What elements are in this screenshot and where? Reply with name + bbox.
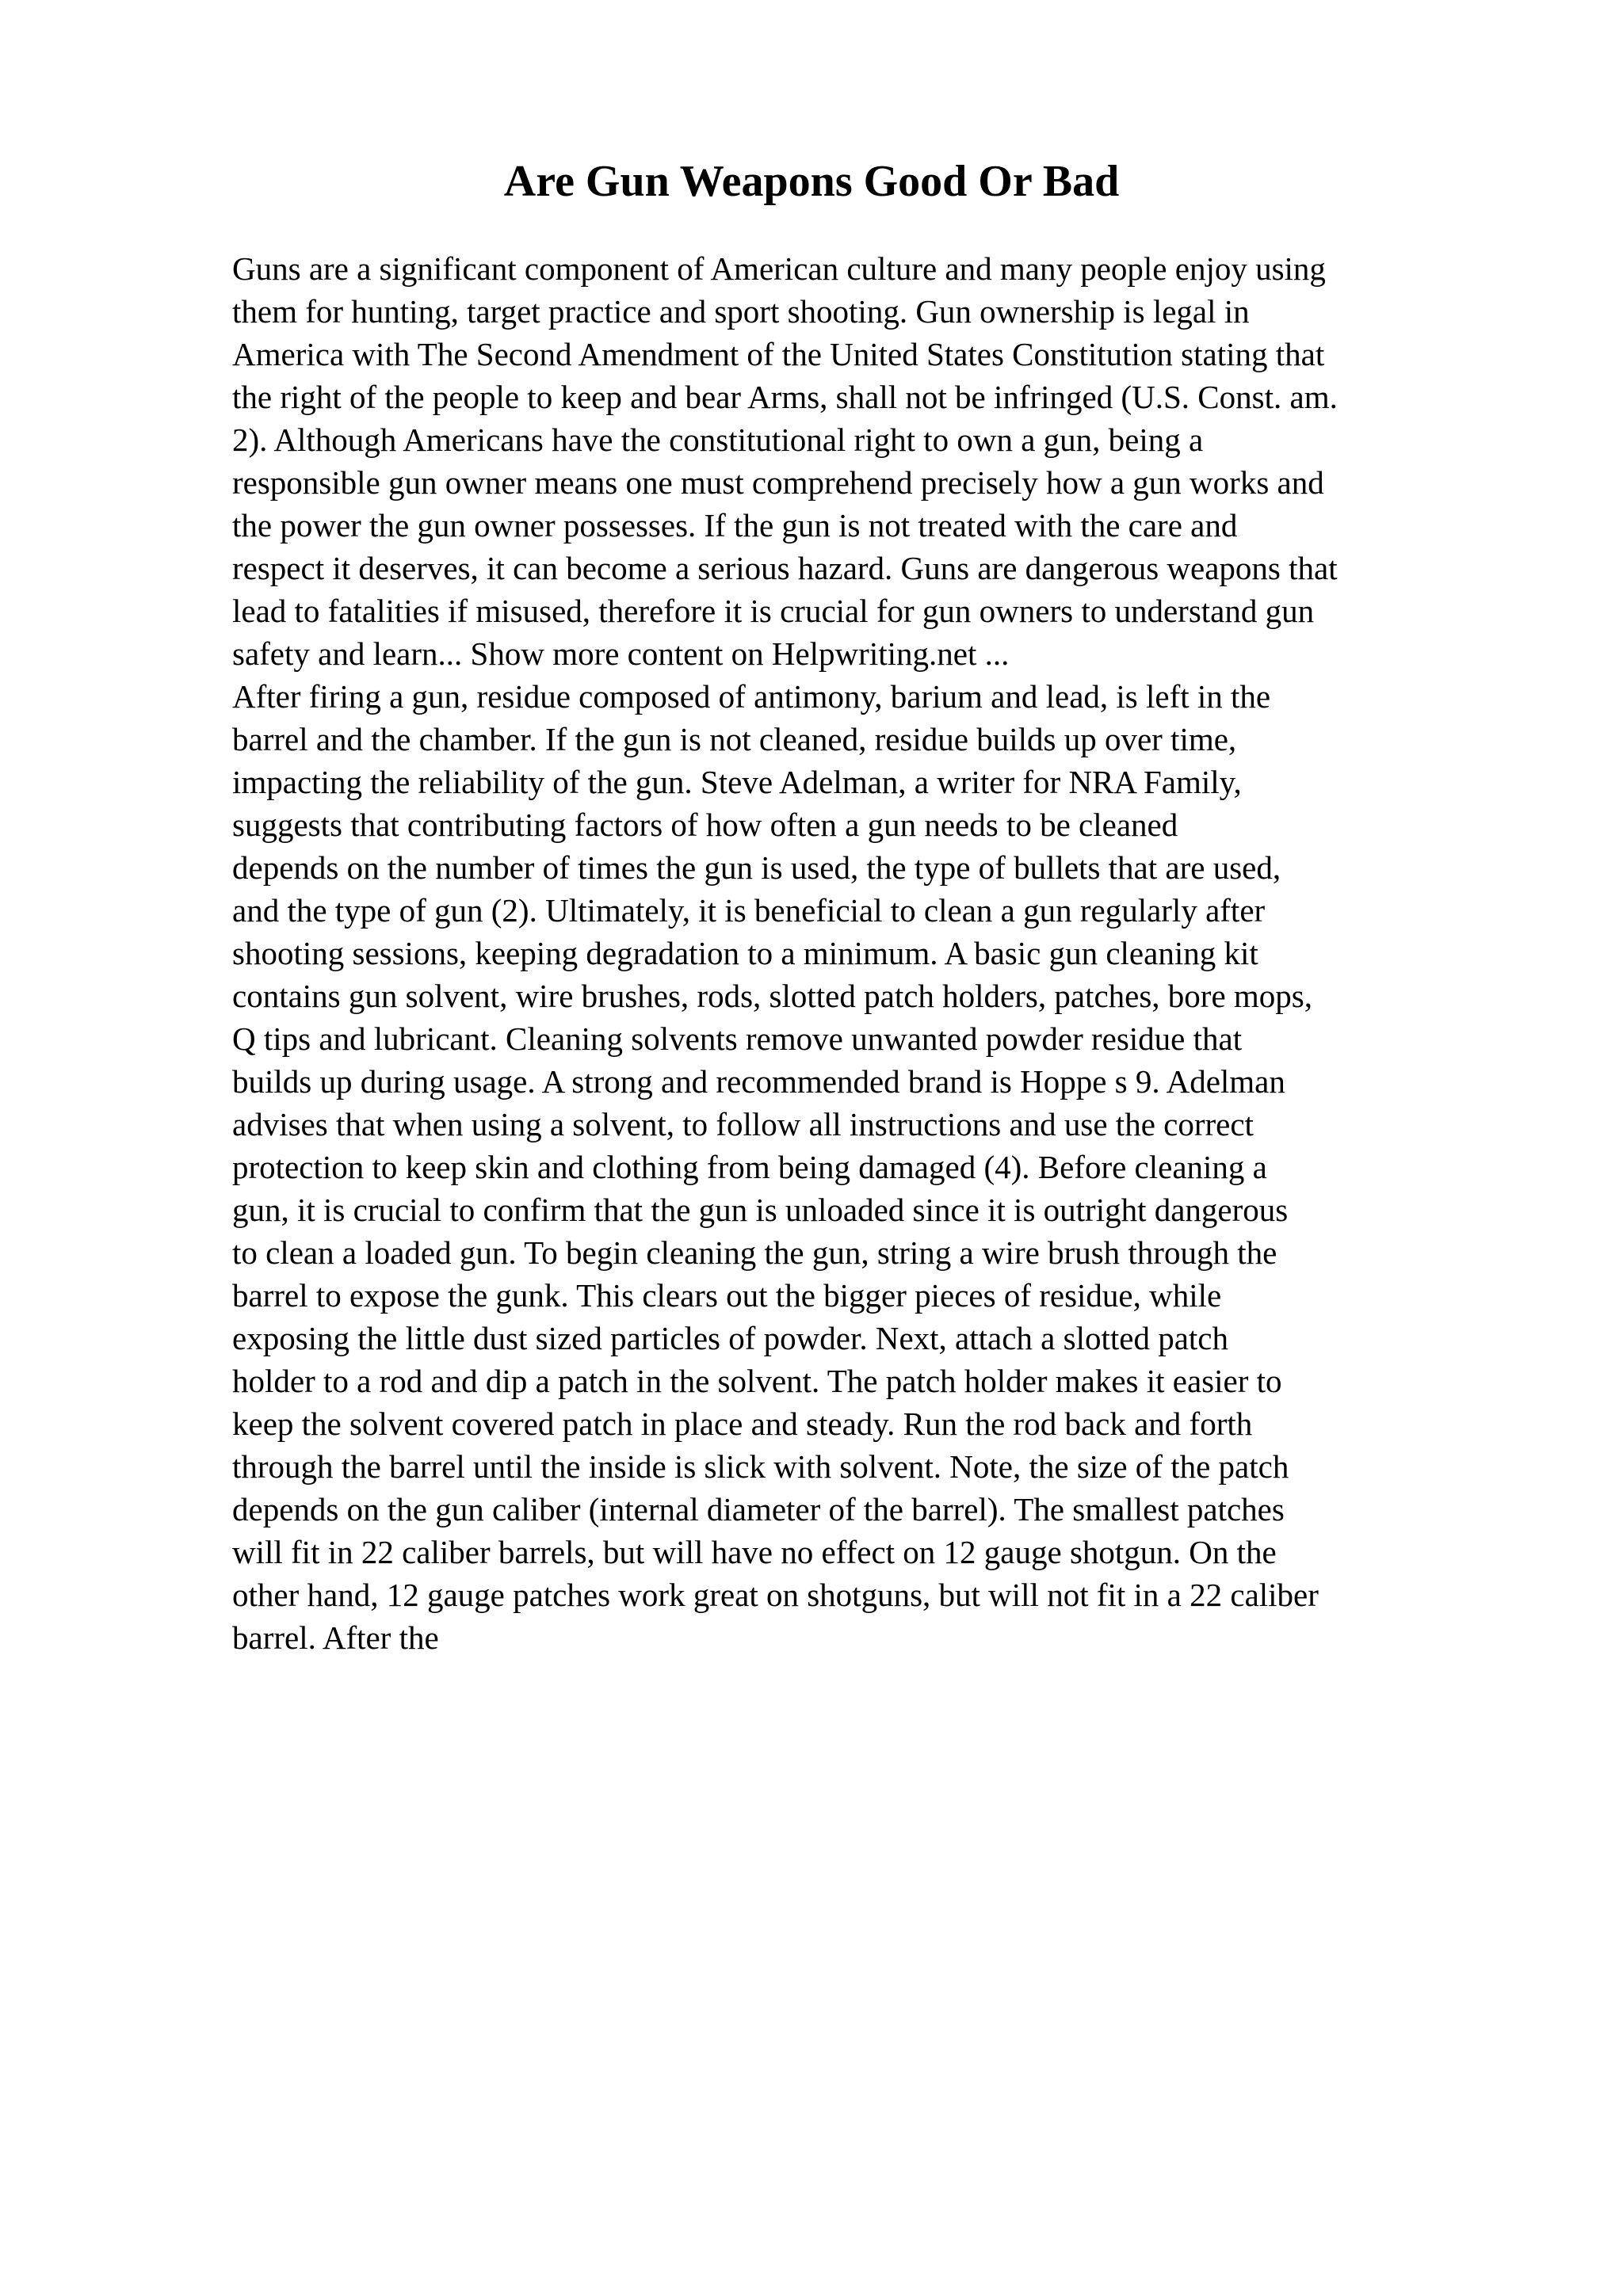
body-line: impacting the reliability of the gun. Steve Adelman, a writer for NRA Family, xyxy=(232,764,1242,800)
body-line: exposing the little dust sized particles of powder. Next, attach a slotted patch xyxy=(232,1320,1228,1356)
body-line: barrel to expose the gunk. This clears out the bigger pieces of residue, while xyxy=(232,1277,1222,1314)
body-line: keep the solvent covered patch in place and steady. Run the rod back and forth xyxy=(232,1405,1253,1442)
body-line: through the barrel until the inside is slick with solvent. Note, the size of the patch xyxy=(232,1448,1289,1485)
document-title: Are Gun Weapons Good Or Bad xyxy=(503,157,1120,206)
body-line: gun, it is crucial to confirm that the gun is unloaded since it is outright dangerous xyxy=(232,1192,1289,1228)
body-line: the right of the people to keep and bear Arms, shall not be infringed (U.S. Const. am. xyxy=(232,379,1338,415)
document-body xyxy=(232,247,1500,1659)
body-line: barrel. After the xyxy=(232,1619,439,1656)
body-line: 2). Although Americans have the constitutional right to own a gun, being a xyxy=(232,421,1204,458)
body-line: depends on the number of times the gun is used, the type of bullets that are used, xyxy=(232,849,1281,886)
body-line: Q tips and lubricant. Cleaning solvents remove unwanted powder residue that xyxy=(232,1020,1243,1057)
body-line: other hand, 12 gauge patches work great on shotguns, but will not fit in a 22 caliber xyxy=(232,1577,1319,1613)
body-line: America with The Second Amendment of the United States Constitution stating that xyxy=(232,336,1325,372)
body-line: barrel and the chamber. If the gun is not cleaned, residue builds up over time, xyxy=(232,721,1237,757)
body-line: Guns are a significant component of American culture and many people enjoy using xyxy=(232,250,1326,287)
body-line: builds up during usage. A strong and recommended brand is Hoppe s 9. Adelman xyxy=(232,1063,1285,1100)
body-line: will fit in 22 caliber barrels, but will have no effect on 12 gauge shotgun. On the xyxy=(232,1534,1277,1570)
body-line: lead to fatalities if misused, therefore it is crucial for gun owners to understand gun xyxy=(232,593,1315,629)
body-line: shooting sessions, keeping degradation to a minimum. A basic gun cleaning kit xyxy=(232,935,1258,971)
body-line: to clean a loaded gun. To begin cleaning the gun, string a wire brush through the xyxy=(232,1234,1277,1271)
body-line: and the type of gun (2). Ultimately, it is beneficial to clean a gun regularly after xyxy=(232,892,1266,929)
body-line: depends on the gun caliber (internal diameter of the barrel). The smallest patches xyxy=(232,1491,1285,1527)
body-line: suggests that contributing factors of how often a gun needs to be cleaned xyxy=(232,807,1178,843)
body-line: advises that when using a solvent, to follow all instructions and use the correct xyxy=(232,1106,1254,1142)
body-line: them for hunting, target practice and sport shooting. Gun ownership is legal in xyxy=(232,293,1250,330)
body-line: contains gun solvent, wire brushes, rods, slotted patch holders, patches, bore mops, xyxy=(232,978,1312,1014)
body-line: safety and learn... Show more content on Helpwriting.net ... xyxy=(232,635,1010,672)
body-line: the power the gun owner possesses. If the gun is not treated with the care and xyxy=(232,507,1238,543)
body-line: protection to keep skin and clothing from being damaged (4). Before cleaning a xyxy=(232,1149,1267,1185)
body-line: holder to a rod and dip a patch in the solvent. The patch holder makes it easier to xyxy=(232,1363,1282,1399)
body-line: respect it deserves, it can become a serious hazard. Guns are dangerous weapons that xyxy=(232,550,1338,586)
body-line: After firing a gun, residue composed of antimony, barium and lead, is left in the xyxy=(232,678,1271,715)
body-line: responsible gun owner means one must comprehend precisely how a gun works and xyxy=(232,464,1324,501)
